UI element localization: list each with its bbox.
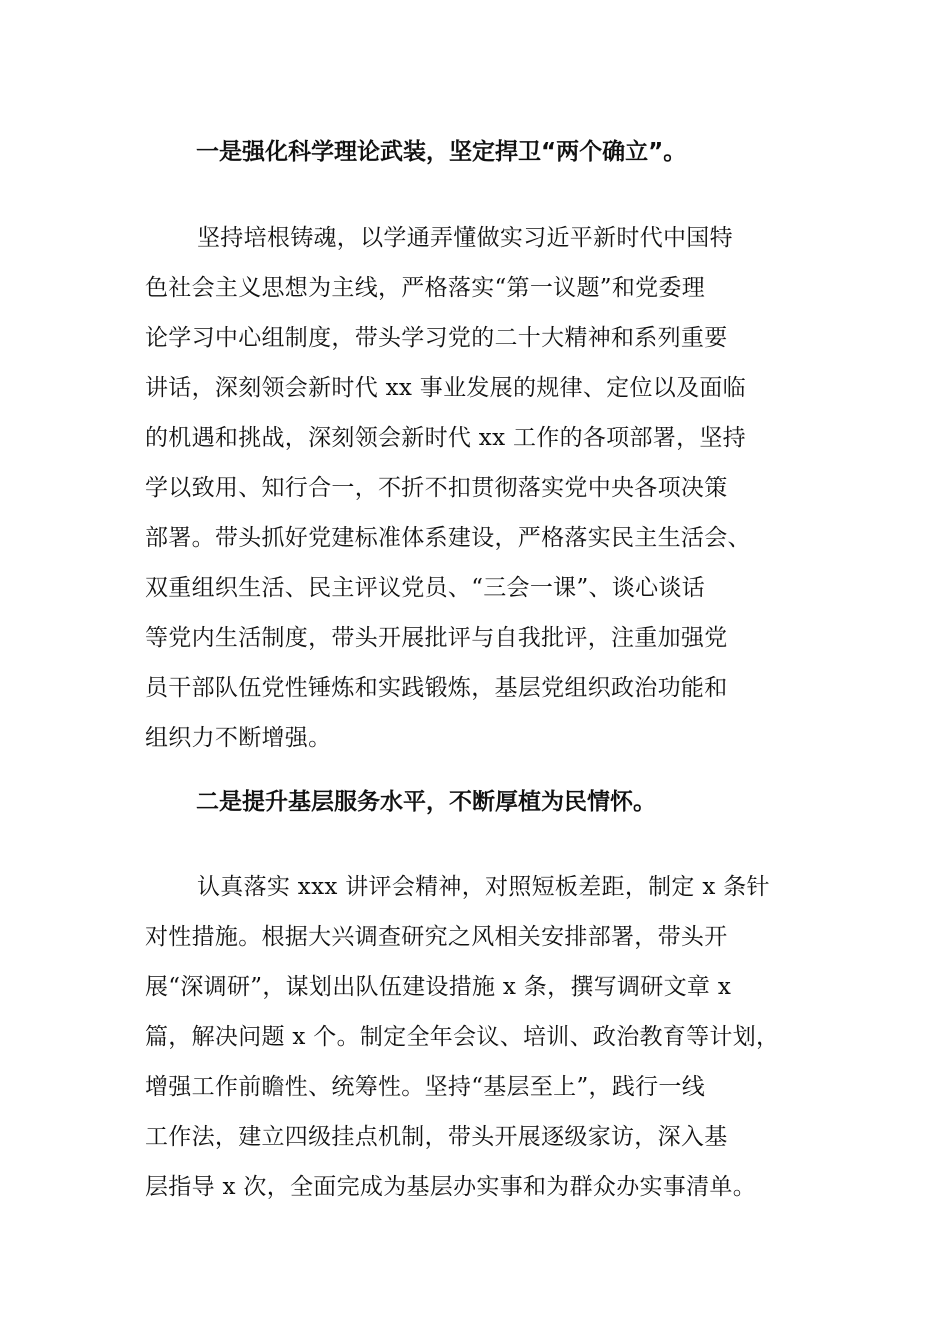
paragraph-line: 增强工作前瞻性、统筹性。坚持“基层至上”，践行一线 (145, 1074, 706, 1100)
paragraph-line: 工作法，建立四级挂点机制，带头开展逐级家访，深入基 (145, 1124, 728, 1150)
paragraph-line: 等党内生活制度，带头开展批评与自我批评，注重加强党 (145, 625, 728, 651)
paragraph-line: 的机遇和挑战，深刻领会新时代 xx 工作的各项部署，坚持 (145, 425, 746, 451)
paragraph-line: 对性措施。根据大兴调查研究之风相关安排部署，带头开 (145, 924, 728, 950)
paragraph-line: 坚持培根铸魂，以学通弄懂做实习近平新时代中国特 (197, 225, 733, 251)
paragraph-line: 学以致用、知行合一，不折不扣贯彻落实党中央各项决策 (145, 475, 728, 501)
section-2-paragraph (145, 862, 825, 1212)
paragraph-line: 篇，解决问题 x 个。制定全年会议、培训、政治教育等计划， (145, 1024, 780, 1050)
paragraph-line: 展“深调研”，谋划出队伍建设措施 x 条，撰写调研文章 x (145, 974, 732, 1000)
paragraph-line: 层指导 x 次，全面完成为基层办实事和为群众办实事清单。 (145, 1174, 756, 1200)
paragraph-line: 色社会主义思想为主线，严格落实“第一议题”和党委理 (145, 275, 706, 301)
paragraph-line: 双重组织生活、民主评议党员、“三会一课”、谈心谈话 (145, 575, 706, 601)
paragraph-line: 组织力不断增强。 (145, 725, 332, 751)
paragraph-line: 讲话，深刻领会新时代 xx 事业发展的规律、定位以及面临 (145, 375, 746, 401)
paragraph-line: 论学习中心组制度，带头学习党的二十大精神和系列重要 (145, 325, 728, 351)
paragraph-line: 认真落实 xxx 讲评会精神，对照短板差距，制定 x 条针 (197, 874, 770, 900)
section-1-paragraph (145, 213, 825, 763)
paragraph-line: 部署。带头抓好党建标准体系建设，严格落实民主生活会、 (145, 525, 751, 551)
section-2-heading: 二是提升基层服务水平，不断厚植为民情怀。 (196, 789, 656, 815)
paragraph-line: 员干部队伍党性锤炼和实践锻炼，基层党组织政治功能和 (145, 675, 728, 701)
section-1-heading: 一是强化科学理论武装，坚定捍卫“两个确立”。 (196, 139, 687, 165)
